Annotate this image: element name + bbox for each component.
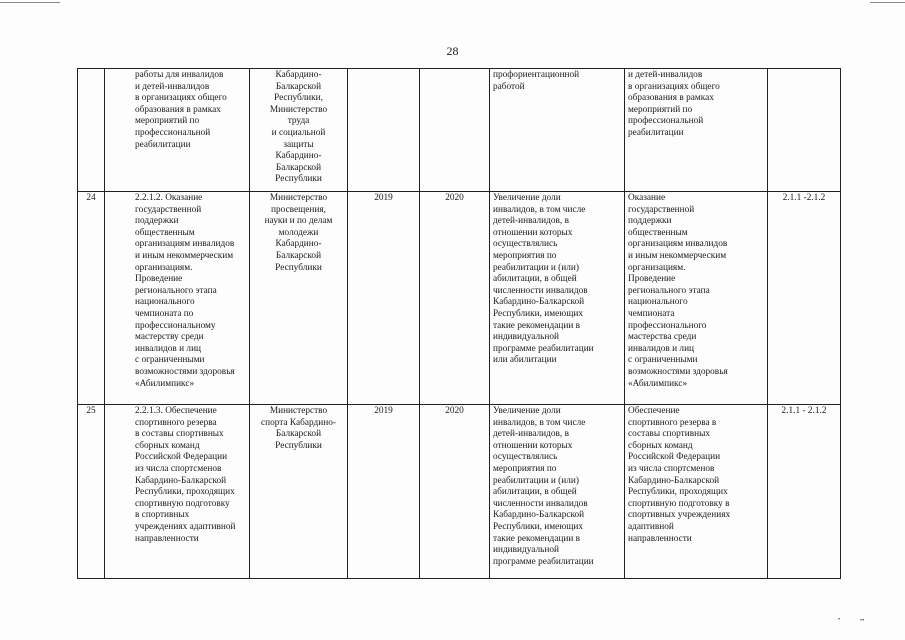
end-year-cell: 2020 [420, 192, 490, 405]
end-year-cell: 2020 [420, 405, 490, 579]
start-year-cell: 2019 [348, 192, 420, 405]
executor-cell: Кабардино- Балкарской Республики, Министерство труда и социальной защиты Кабардино- Балкарской Республики [250, 69, 348, 192]
scan-speck: • [838, 617, 841, 623]
result-cell: и детей-инвалидов в организациях общего образования в рамках мероприятий по профессиональной реабилитации [625, 69, 768, 192]
result-cell: Оказание государственной поддержки общественным организациям инвалидов и иным некоммерческим организациям. Проведение регионального этапа национального чемпионата профессионального мастерства среди инвалидов и лиц с ограниченными возможностями здоровья «Абилимпикс» [625, 192, 768, 405]
measures-table [77, 68, 841, 579]
link-cell [768, 69, 841, 192]
start-year-cell: 2019 [348, 405, 420, 579]
activity-cell: 2.2.1.3. Обеспечение спортивного резерва в составы спортивных сборных команд Российской Федерации из числа спортсменов Кабардино-Балкарской Республики, проходящих спортивную подготовку в спортивных учреждениях адаптивной направленности [105, 405, 250, 579]
scan-speck: •• [860, 618, 865, 624]
row-number-cell [78, 69, 105, 192]
start-year-cell [348, 69, 420, 192]
row-number-cell: 25 [78, 405, 105, 579]
indicator-cell: профориентационной работой [490, 69, 625, 192]
end-year-cell [420, 69, 490, 192]
activity-cell: работы для инвалидов и детей-инвалидов в организациях общего образования в рамках мероприятий по профессиональной реабилитации [105, 69, 250, 192]
executor-cell: Министерство просвещения, науки и по делам молодежи Кабардино- Балкарской Республики [250, 192, 348, 405]
result-cell: Обеспечение спортивного резерва в составы спортивных сборных команд Российской Федерации из числа спортсменов Кабардино-Балкарской Республики, проходящих спортивную подготовку в спортивных учреждениях адаптивной направленности [625, 405, 768, 579]
scan-edge-line [0, 2, 60, 3]
indicator-cell: Увеличение доли инвалидов, в том числе детей-инвалидов, в отношении которых осуществлялись мероприятия по реабилитации и (или) абилитации, в общей численности инвалидов Кабардино-Балкарской Республики, имеющих такие рекомендации в индивидуальной программе реабилитации или абилитации [490, 192, 625, 405]
executor-cell: Министерство спорта Кабардино- Балкарской Республики [250, 405, 348, 579]
link-cell: 2.1.1 -2.1.2 [768, 192, 841, 405]
table-row [78, 405, 841, 579]
link-cell: 2.1.1 - 2.1.2 [768, 405, 841, 579]
page-number: 28 [446, 44, 459, 58]
table-row [78, 69, 841, 192]
indicator-cell: Увеличение доли инвалидов, в том числе детей-инвалидов, в отношении которых осуществлялись мероприятия по реабилитации и (или) абилитации, в общей численности инвалидов Кабардино-Балкарской Республики, имеющих такие рекомендации в индивидуальной программе реабилитации [490, 405, 625, 579]
activity-cell: 2.2.1.2. Оказание государственной поддержки общественным организациям инвалидов и иным некоммерческим организациям. Проведение регионального этапа национального чемпионата по профессиональному мастерству среди инвалидов и лиц с ограниченными возможностями здоровья «Абилимпикс» [105, 192, 250, 405]
table-row [78, 192, 841, 405]
row-number-cell: 24 [78, 192, 105, 405]
scan-edge-line [870, 2, 905, 3]
